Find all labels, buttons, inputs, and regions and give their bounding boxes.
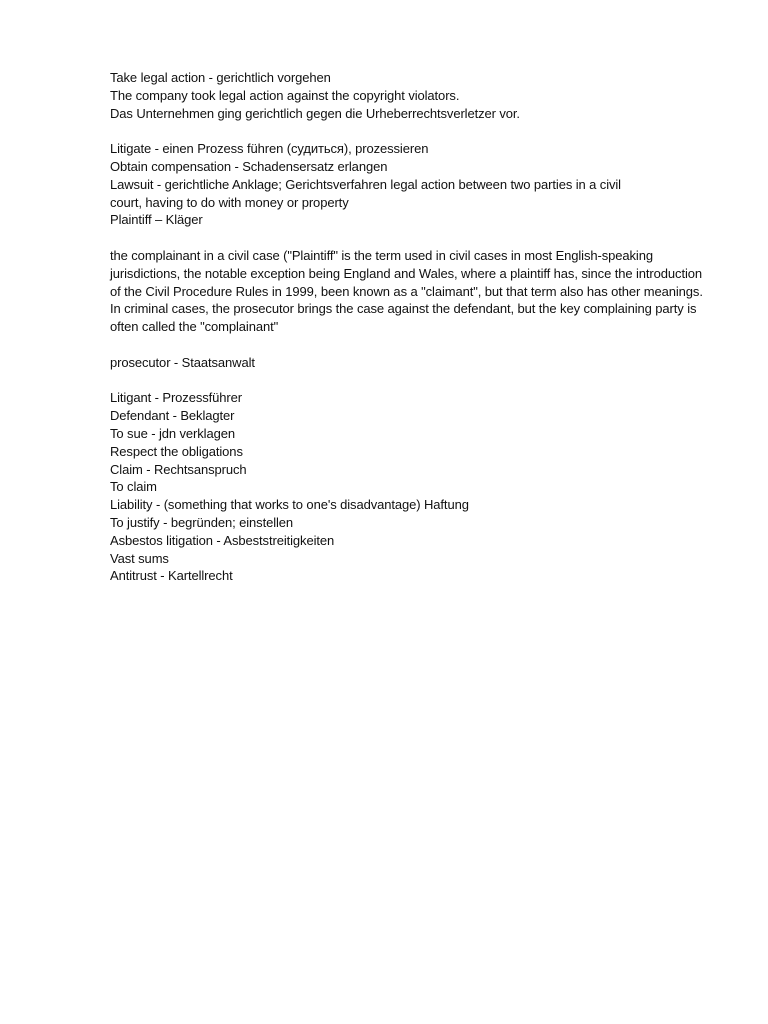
section-legal-action	[110, 69, 720, 122]
vocabulary-list	[110, 389, 720, 585]
text-line: Lawsuit - gerichtliche Anklage; Gerichtsverfahren legal action between two parties in a civil	[110, 176, 621, 192]
section-litigation-terms	[110, 140, 720, 229]
list-item: Litigant - Prozessführer	[110, 390, 242, 406]
blank-line	[110, 122, 720, 140]
text-line: Obtain compensation - Schadensersatz erlangen	[110, 158, 388, 174]
text-line: Plaintiff – Kläger	[110, 212, 203, 228]
text-line: court, having to do with money or property	[110, 194, 349, 210]
blank-line	[110, 336, 720, 354]
list-item: Antitrust - Kartellrecht	[110, 568, 233, 584]
document-body	[110, 69, 720, 585]
list-item: Liability - (something that works to one's disadvantage) Haftung	[110, 497, 469, 513]
list-item: Asbestos litigation - Asbeststreitigkeiten	[110, 532, 335, 548]
blank-line	[110, 229, 720, 247]
list-item: To sue - jdn verklagen	[110, 425, 235, 441]
list-item: Defendant - Beklagter	[110, 408, 235, 424]
text-line: The company took legal action against the copyright violators.	[110, 87, 460, 103]
list-item: Vast sums	[110, 550, 169, 566]
list-item: Claim - Rechtsanspruch	[110, 461, 247, 477]
list-item: Respect the obligations	[110, 443, 243, 459]
list-item: To claim	[110, 479, 157, 495]
text-line: Litigate - einen Prozess führen (судиться), prozessieren	[110, 141, 429, 157]
text-line: prosecutor - Staatsanwalt	[110, 354, 255, 370]
list-item: To justify - begründen; einstellen	[110, 514, 294, 530]
blank-line	[110, 372, 720, 390]
text-line: Take legal action - gerichtlich vorgehen	[110, 70, 331, 85]
plaintiff-definition-paragraph: the complainant in a civil case ("Plaintiff" is the term used in civil cases in most English-speaking jurisdictions, the notable exception being England and Wales, where a plaintiff has, since the introduction of the Civil Procedure Rules in 1999, been known as a "claimant", but that term also has other meanings. In criminal cases, the prosecutor brings the case against the defendant, but the key complaining party is often called the "complainant"	[110, 247, 703, 335]
text-line: Das Unternehmen ging gerichtlich gegen die Urheberrechtsverletzer vor.	[110, 105, 520, 121]
